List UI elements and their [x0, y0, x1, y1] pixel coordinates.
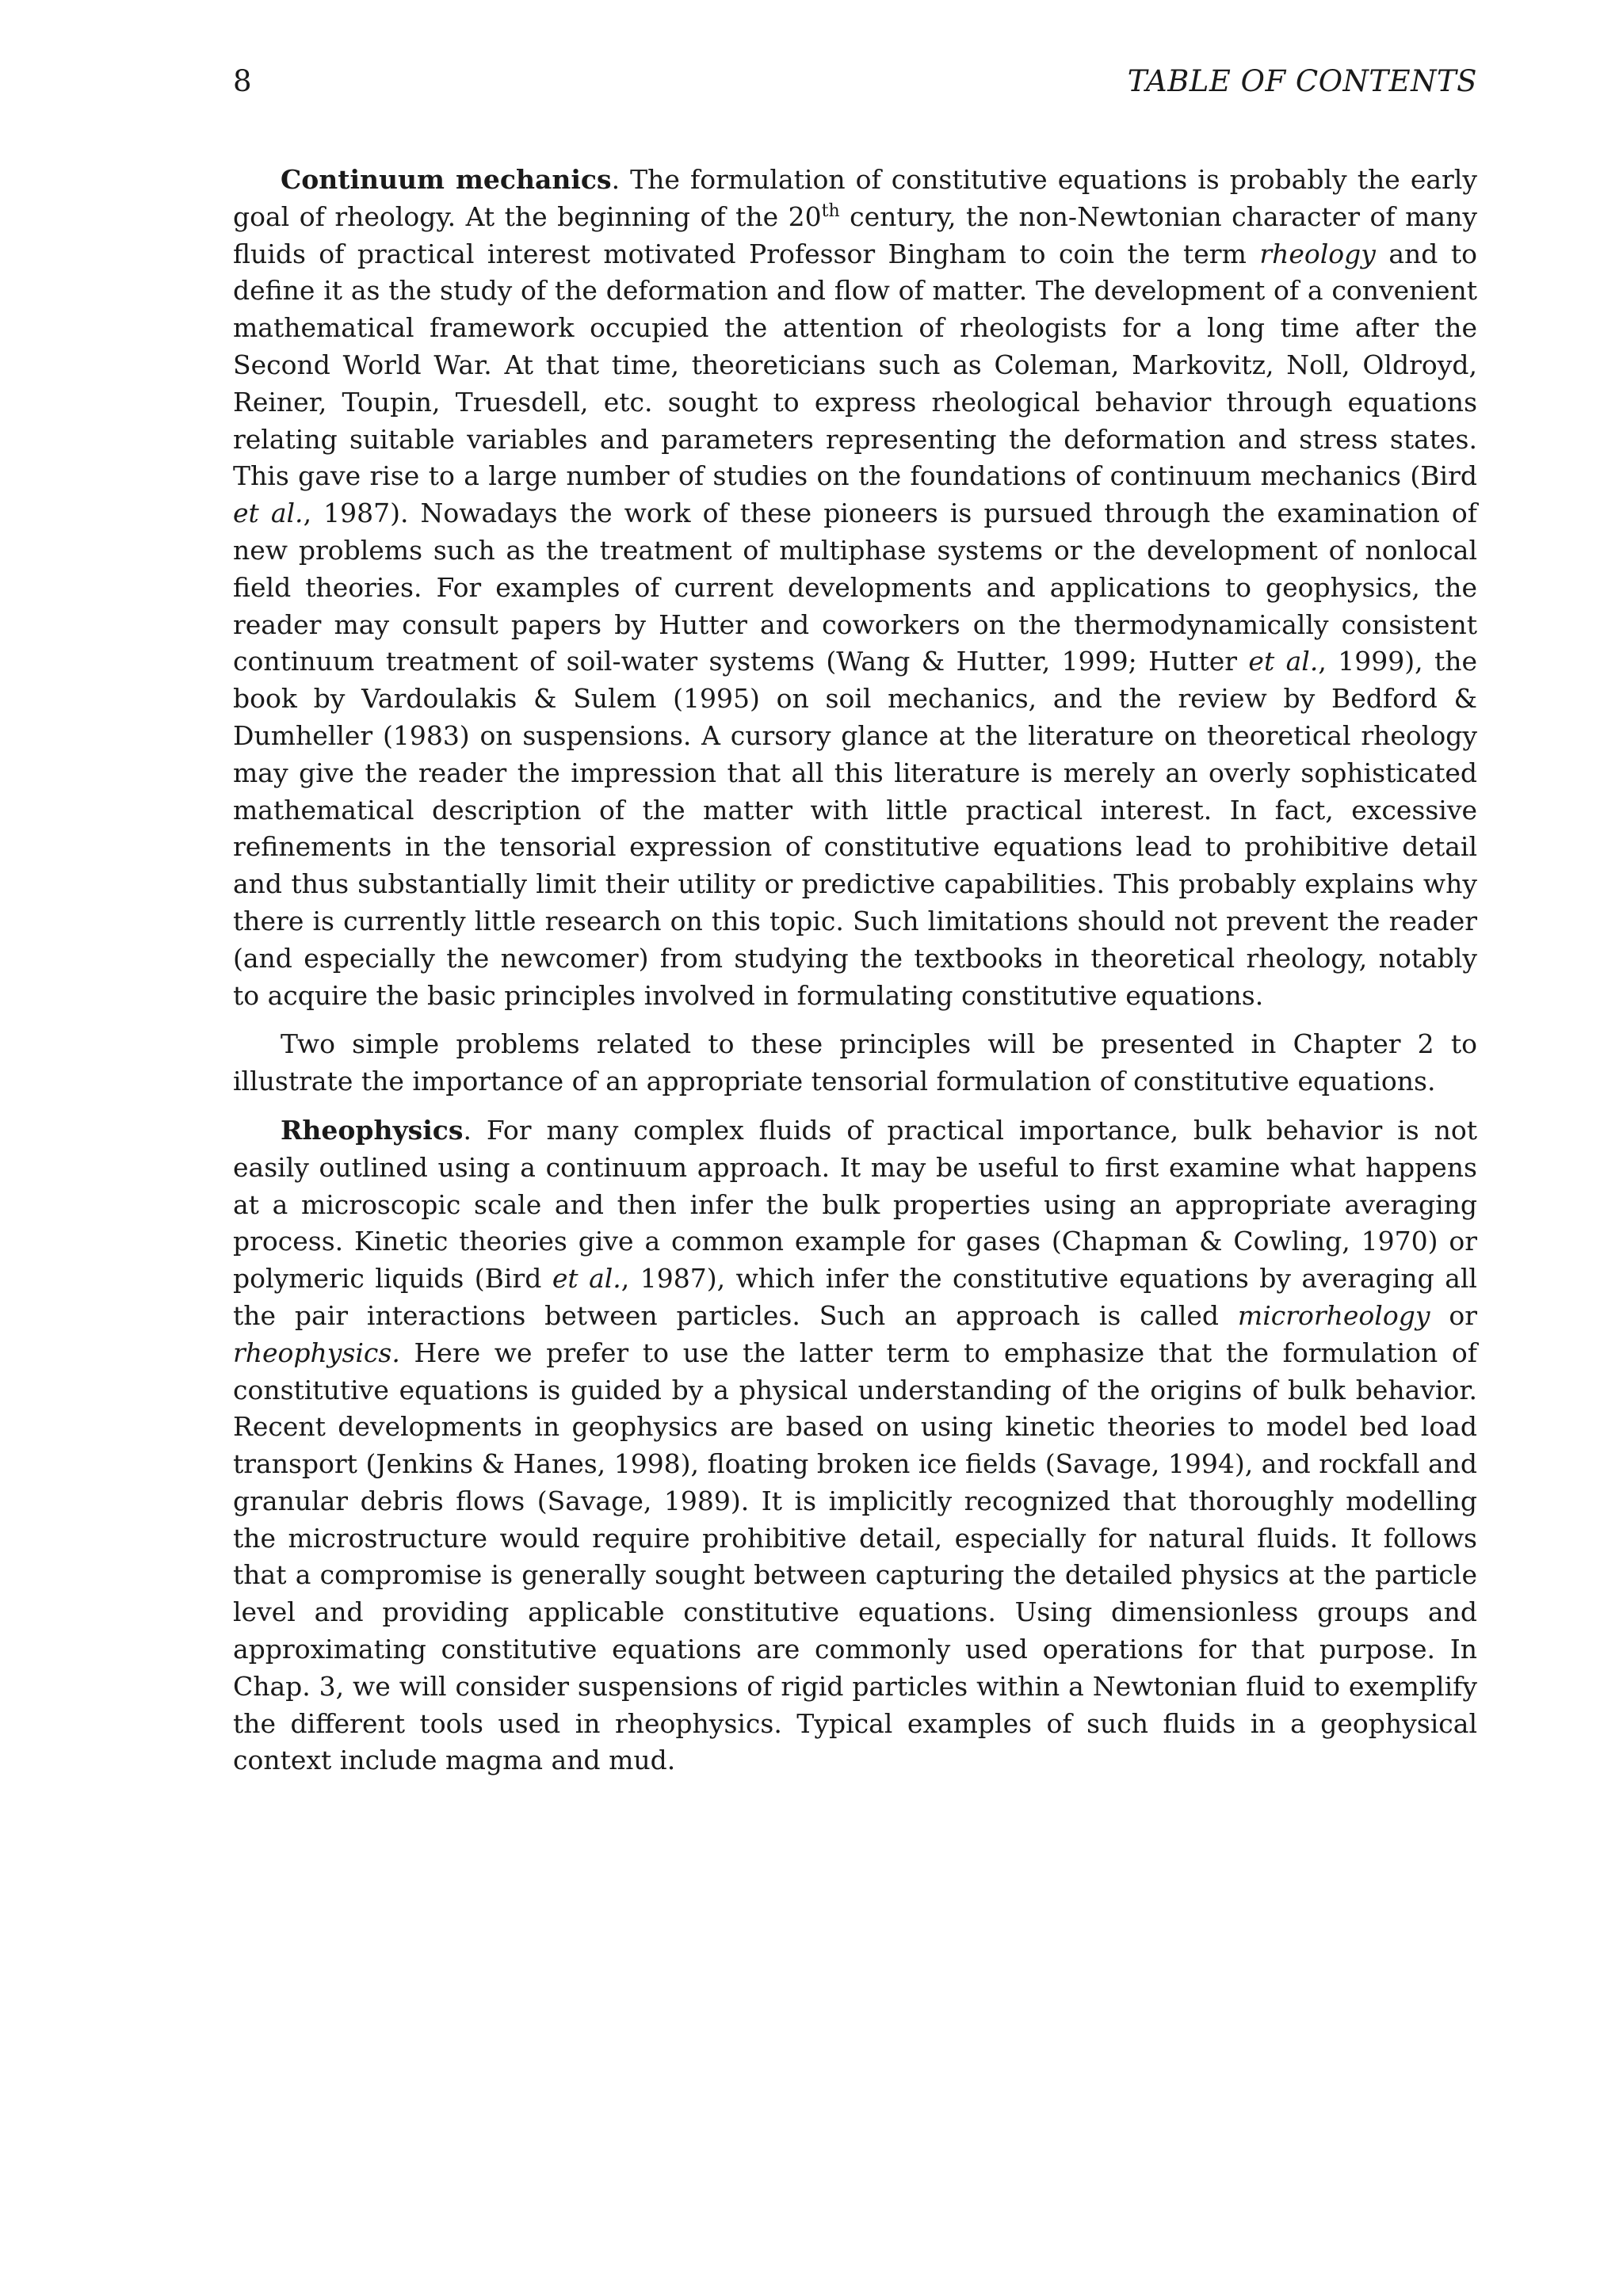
text-run: or — [1430, 1299, 1477, 1331]
text-run: , 1987). Nowadays the work of these pioneers is pursued through the examination of new problems such as the treatment of multiphase systems or the development of nonlocal field theories. For examples of current developments and applications to geophysics, the reader may consult papers by Hutter and coworkers on the thermodynamically consistent continuum treatment of soil-water systems (Wang & Hutter, 1999; Hutter — [233, 498, 1477, 677]
paragraph-continuum-mechanics — [233, 162, 1477, 1014]
text-run: th — [821, 200, 840, 221]
paragraph-rheophysics — [233, 1112, 1477, 1779]
page-number: 8 — [233, 64, 252, 98]
text-run: . For many complex fluids of practical importance, bulk behavior is not easily outlined using a continuum approach. It may be useful to first examine what happens at a microscopic scale and then infer the bulk properties using an appropriate averaging process. Kinetic theories give a common example for gases (Chapman & Cowling, 1970) or polymeric liquids (Bird — [233, 1114, 1477, 1295]
body-text — [233, 162, 1477, 1779]
running-title: TABLE OF CONTENTS — [1127, 64, 1477, 98]
run-heading: Continuum mechanics — [281, 164, 612, 195]
text-run: et al. — [233, 498, 304, 529]
text-run: Here we prefer to use the latter term to emphasize that the formulation of constitutive equations is guided by a physical understanding of the origins of bulk behavior. Recent developments in geophysics are based on using kinetic theories to model bed load transport (Jenkins & Hanes, 1998), floating broken ice fields (Savage, 1994), and rockfall and granular debris flows (Savage, 1989). It is implicitly recognized that thoroughly modelling the microstructure would require prohibitive detail, especially for natural fluids. It follows that a compromise is generally sought between capturing the detailed physics at the particle level and providing applicable constitutive equations. Using dimensionless groups and approximating constitutive equations are commonly used operations for that purpose. In Chap. 3, we will consider suspensions of rigid particles within a Newtonian fluid to exemplify the different tools used in rheophysics. Typical examples of such fluids in a geophysical context include magma and mud. — [233, 1337, 1477, 1776]
run-heading: Rheophysics — [281, 1114, 464, 1146]
text-run: et al. — [1248, 646, 1319, 677]
text-run: rheology — [1259, 238, 1376, 269]
text-run: , 1999), the book by Vardoulakis & Sulem (1995) on soil mechanics, and the review by Bedford & Dumheller (1983) on suspensions. A cursory glance at the literature on theoretical rheology may give the reader the impression that all this literature is merely an overly sophisticated mathematical description of the matter with little practical interest. In fact, excessive refinements in the tensorial expression of constitutive equations lead to prohibitive detail and thus substantially limit their utility or predictive capabilities. This probably explains why there is currently little research on this topic. Such limitations should not prevent the reader (and especially the newcomer) from studying the textbooks in theoretical rheology, notably to acquire the basic principles involved in formulating constitutive equations. — [233, 646, 1477, 1011]
text-run: microrheology — [1237, 1299, 1430, 1331]
paragraph-two-simple-problems — [233, 1026, 1477, 1100]
book-page — [233, 64, 1477, 1791]
text-run: et al. — [552, 1263, 621, 1295]
text-run: century, the non-Newtonian character of many fluids of practical interest motivated Professor Bingham to coin the term — [233, 200, 1477, 269]
text-run: and to define it as the study of the deformation and flow of matter. The development of a convenient mathematical framework occupied the attention of rheologists for a long time after the Second World War. At that time, theoreticians such as Coleman, Markovitz, Noll, Oldroyd, Reiner, Toupin, Truesdell, etc. sought to express rheological behavior through equations relating suitable variables and parameters representing the deformation and stress states. This gave rise to a large number of studies on the foundations of continuum mechanics (Bird — [233, 238, 1477, 492]
text-run: rheophysics. — [233, 1337, 400, 1368]
text-run: , 1987), which infer the constitutive equations by averaging all the pair interactions between particles. Such an approach is called — [233, 1263, 1477, 1331]
running-header — [233, 64, 1477, 114]
text-run: Two simple problems related to these principles will be presented in Chapter 2 to illustrate the importance of an appropriate tensorial formulation of constitutive equations. — [233, 1028, 1477, 1097]
text-run: . The formulation of constitutive equations is probably the early goal of rheology. At the beginning of the 20 — [233, 164, 1477, 232]
